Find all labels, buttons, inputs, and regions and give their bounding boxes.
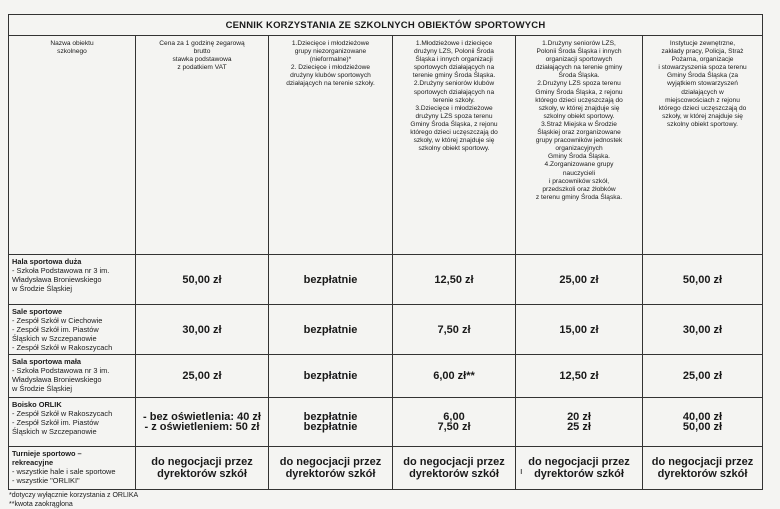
header-line: przedszkoli oraz żłobków xyxy=(542,185,616,193)
table-title: CENNIK KORZYSTANIA ZE SZKOLNYCH OBIEKTÓW SPORTOWYCH xyxy=(9,15,763,36)
header-line: sportowych działających na xyxy=(413,88,495,96)
column-header xyxy=(643,36,763,255)
price-value: dyrektorów szkół xyxy=(534,468,624,480)
object-name-line: - wszystkie hale i sale sportowe xyxy=(12,467,116,476)
header-line: miejscowościach z rejonu xyxy=(665,96,740,104)
header-line: którego dzieci uczęszczają do xyxy=(535,96,623,104)
header-line: Nazwa obiektu xyxy=(50,40,94,47)
price-value: 25,00 zł xyxy=(182,370,222,382)
price-value: dyrektorów szkół xyxy=(409,468,499,480)
group3-price-cell xyxy=(516,255,643,305)
header-line: 2. Dziecięce i młodzieżowe xyxy=(290,64,371,72)
price-value: 6,00 xyxy=(443,411,465,423)
column-header xyxy=(516,36,643,255)
object-name-line: - Szkoła Podstawowa nr 3 im. xyxy=(12,266,110,275)
price-value: 15,00 zł xyxy=(559,323,599,336)
group4-price-cell xyxy=(643,447,763,490)
header-line: Instytucje zewnętrzne, xyxy=(669,40,736,47)
header-line: organizacji sportowych xyxy=(545,56,613,64)
header-line: brutto xyxy=(193,48,211,56)
price-value: dyrektorów szkół xyxy=(285,468,376,480)
object-name-line: Władysława Broniewskiego xyxy=(12,275,102,284)
header-line: którego dzieci uczęszczają do xyxy=(410,129,498,137)
base-price-cell xyxy=(136,255,269,305)
price-value: 30,00 zł xyxy=(182,323,222,336)
price-value: 6,00 zł** xyxy=(433,370,475,382)
header-line: 2.Drużyny LZS spoza terenu xyxy=(537,80,621,88)
group1-price-cell xyxy=(269,305,393,355)
object-name-cell xyxy=(9,305,136,355)
object-name-line: - Szkoła Podstawowa nr 3 im. xyxy=(12,366,110,375)
group2-price-cell xyxy=(393,447,516,490)
header-line: Pożarna, organizacje xyxy=(671,56,734,64)
header-line: 4.Zorganizowane grupy xyxy=(544,161,614,169)
header-line: którego dzieci uczęszczają do xyxy=(658,104,747,112)
group3-price-cell xyxy=(516,447,643,490)
object-name-line: w Środzie Śląskiej xyxy=(12,284,72,293)
group3-price-cell xyxy=(516,355,643,398)
table-row xyxy=(9,305,763,355)
object-name-cell xyxy=(9,355,136,398)
price-value: 25 zł xyxy=(567,421,591,433)
group1-price-cell xyxy=(269,255,393,305)
object-name-line: - Zespół Szkół w Rakoszycach xyxy=(12,409,113,418)
header-line: Gminy Środa Śląska, z rejonu xyxy=(535,88,623,96)
object-name-line: Sale sportowe xyxy=(12,307,63,316)
base-price-cell xyxy=(136,305,269,355)
object-name-line: - wszystkie "ORLIKI" xyxy=(12,476,80,485)
object-name-cell xyxy=(9,447,136,490)
header-line: 1.Dziecięce i młodzieżowe xyxy=(291,40,370,47)
header-line: szkolnego xyxy=(57,48,87,56)
group1-price-cell xyxy=(269,355,393,398)
header-line: szkoły, w której znajduje się xyxy=(662,112,743,120)
header-line: z terenu gminy Środa Śląska. xyxy=(535,193,623,201)
base-price-cell xyxy=(136,398,269,447)
price-value: bezpłatnie xyxy=(303,273,358,286)
column-header xyxy=(9,36,136,255)
group3-price-cell xyxy=(516,305,643,355)
header-line: 3.Straż Miejska w Środzie xyxy=(541,120,617,128)
header-line: 1.Młodzieżowe i dziecięce xyxy=(415,40,493,47)
header-row xyxy=(9,36,763,255)
price-value: bezpłatnie xyxy=(303,323,358,336)
header-line: szkoły, w której znajduje się xyxy=(413,137,495,145)
price-value: 50,00 zł xyxy=(182,273,222,286)
header-line: działających na terenie szkoły. xyxy=(286,80,375,88)
price-value: dyrektorów szkół xyxy=(157,468,247,480)
header-line: zakłady pracy, Policja, Straż xyxy=(661,48,744,56)
group1-price-cell xyxy=(269,398,393,447)
price-value: - z oświetleniem: 50 zł xyxy=(144,421,260,433)
header-line: działających na terenie gminy xyxy=(535,64,623,72)
object-name-line: Śląskich w Szczepanowie xyxy=(12,427,97,436)
price-value: dyrektorów szkół xyxy=(657,468,748,480)
header-line: (nieformalne)* xyxy=(309,56,352,64)
header-line: 2.Drużyny seniorów klubów xyxy=(413,80,495,88)
group4-price-cell xyxy=(643,305,763,355)
price-value: 50,00 zł xyxy=(682,273,723,286)
object-name-cell xyxy=(9,398,136,447)
object-name-line: w Środzie Śląskiej xyxy=(12,384,72,393)
header-line: organizacyjnych xyxy=(555,145,603,153)
header-line: szkolny obiekt sportowy. xyxy=(667,120,738,128)
header-line: Gminy Środa Śląska (za xyxy=(666,72,739,80)
object-name-line: rekreacyjne xyxy=(12,458,54,467)
group3-price-cell xyxy=(516,398,643,447)
object-name-line: - Zespół Szkół w Rakoszycach xyxy=(12,343,113,352)
price-value: 7,50 zł xyxy=(437,421,471,433)
price-value: 7,50 zł xyxy=(437,323,471,336)
header-line: Gminy Środa Śląska, z rejonu xyxy=(410,120,498,128)
header-line: stawka podstawowa xyxy=(172,56,232,64)
object-name-line: - Zespół Szkół im. Piastów xyxy=(12,325,99,334)
group2-price-cell xyxy=(393,398,516,447)
object-name-cell xyxy=(9,255,136,305)
header-line: działających w xyxy=(681,88,724,96)
header-line: Środa Śląska. xyxy=(558,72,600,80)
header-line: grupy pracowników jednostek xyxy=(535,137,623,145)
price-value: 25,00 zł xyxy=(559,273,599,286)
column-header xyxy=(269,36,393,255)
header-line: szkolny obiekt sportowy. xyxy=(418,145,490,153)
price-value: 40,00 zł xyxy=(682,411,723,423)
price-value: 50,00 zł xyxy=(682,421,723,433)
table-row xyxy=(9,255,763,305)
group4-price-cell xyxy=(643,355,763,398)
object-name-line: - Zespół Szkół w Ciechowie xyxy=(12,316,103,325)
table-row xyxy=(9,447,763,490)
header-line: szkoły, w której znajduje się xyxy=(538,104,620,112)
header-line: i stowarzyszenia spoza terenu xyxy=(658,64,747,72)
header-line: i pracowników szkół, xyxy=(548,177,610,185)
footnotes xyxy=(8,491,772,509)
price-value: bezpłatnie xyxy=(303,411,358,423)
group2-price-cell xyxy=(393,305,516,355)
price-list-sheet xyxy=(8,14,772,509)
footnote: *dotyczy wyłącznie korzystania z ORLIKA xyxy=(9,492,139,499)
price-value: 25,00 zł xyxy=(682,370,723,382)
header-line: Polonii Środa Śląska i innych xyxy=(536,48,622,56)
object-name-line: Turnieje sportowo – xyxy=(12,449,82,458)
footnote: **kwota zaokrąglona xyxy=(9,501,73,508)
header-line: drużyny klubów sportowych xyxy=(290,72,371,80)
header-line: Gminy Środa Śląska. xyxy=(548,153,610,161)
group2-price-cell xyxy=(393,255,516,305)
base-price-cell xyxy=(136,447,269,490)
object-name-line: Hala sportowa duża xyxy=(12,257,82,266)
price-value: bezpłatnie xyxy=(303,421,358,433)
header-line: terenie gminy Środa Śląska. xyxy=(412,72,496,80)
header-line: 1.Drużyny seniorów LZS, xyxy=(542,40,616,47)
object-name-line: Sala sportowa mała xyxy=(12,357,82,366)
header-line: terenie szkoły. xyxy=(433,96,475,104)
price-value: 12,50 zł xyxy=(434,273,474,286)
price-table xyxy=(8,14,763,490)
object-name-line: Władysława Broniewskiego xyxy=(12,375,102,384)
group4-price-cell xyxy=(643,255,763,305)
base-price-cell xyxy=(136,355,269,398)
object-name-line: - Zespół Szkół im. Piastów xyxy=(12,418,99,427)
object-name-line: Boisko ORLIK xyxy=(12,400,62,409)
title-row xyxy=(9,15,763,36)
header-line: szkolny obiekt sportowy. xyxy=(543,112,615,120)
column-header xyxy=(393,36,516,255)
price-value: do negocjacji przez xyxy=(279,456,382,468)
header-line: drużyny LZS spoza terenu xyxy=(415,112,493,120)
price-value: 12,50 zł xyxy=(559,370,599,382)
header-line: Śląskiej oraz zorganizowane xyxy=(537,129,621,137)
header-line: wyjątkiem stowarzyszeń xyxy=(667,80,738,88)
column-header xyxy=(136,36,269,255)
header-line: Śląska i innych organizacji xyxy=(415,56,493,64)
table-row xyxy=(9,355,763,398)
price-value: 20 zł xyxy=(567,411,591,423)
price-value: 30,00 zł xyxy=(682,323,723,336)
header-line: nauczycieli xyxy=(562,169,596,177)
header-line: sportowych działających na xyxy=(413,64,495,72)
group4-price-cell xyxy=(643,398,763,447)
price-value: do negocjacji przez xyxy=(651,456,754,468)
group1-price-cell xyxy=(269,447,393,490)
header-line: drużyny LZS, Polonii Środa xyxy=(414,48,494,56)
header-line: 3.Dziecięce i młodzieżowe xyxy=(415,104,493,112)
header-line: grupy niezorganizowane xyxy=(294,48,367,56)
header-line: z podatkiem VAT xyxy=(177,64,227,72)
stray-mark: ı xyxy=(520,466,523,476)
group2-price-cell xyxy=(393,355,516,398)
price-value: - bez oświetlenia: 40 zł xyxy=(143,411,261,423)
price-value: do negocjacji przez xyxy=(403,456,505,468)
price-value: bezpłatnie xyxy=(303,370,358,382)
price-value: do negocjacji przez xyxy=(151,456,253,468)
price-value: do negocjacji przez xyxy=(528,456,630,468)
object-name-line: Śląskich w Szczepanowie xyxy=(12,334,97,343)
table-body xyxy=(9,255,763,490)
table-row xyxy=(9,398,763,447)
header-line: Cena za 1 godzinę zegarową xyxy=(159,40,245,47)
